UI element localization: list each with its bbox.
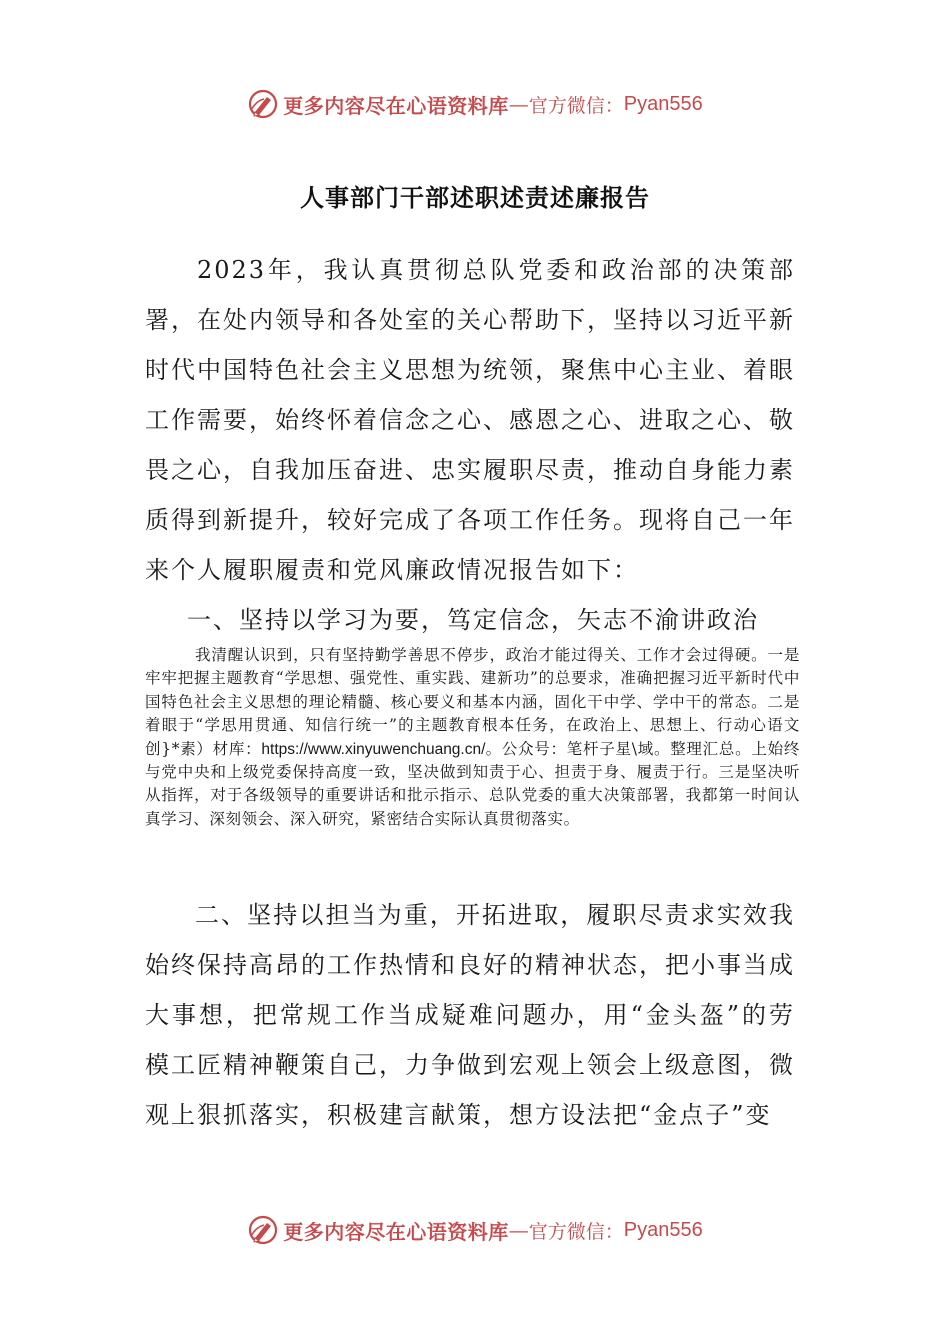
- banner-contact-id: Pyan556: [623, 92, 703, 115]
- pen-nib-logo-icon: [247, 88, 279, 120]
- document-title: 人事部门干部述职述责述廉报告: [300, 183, 650, 212]
- section-1-paragraph: [145, 644, 800, 831]
- banner-separator: —: [508, 92, 529, 116]
- footer-banner: [0, 1208, 950, 1252]
- intro-paragraph: 2023年，我认真贯彻总队党委和政治部的决策部署，在处内领导和各处室的关心帮助下，坚持以习近平新时代中国特色社会主义思想为统领，聚焦中心主业、着眼工作需要，始终怀着信念之心、感恩之心、进取之心、敬畏之心，自我加压奋进、忠实履职尽责，推动自身能力素质得到新提升，较好完成了各项工作任务。现将自己一年来个人履职履责和党风廉政情况报告如下：: [145, 256, 795, 584]
- banner-main-text: 更多内容尽在心语资料库: [283, 1219, 509, 1244]
- banner-main-text: 更多内容尽在心语资料库: [283, 93, 509, 118]
- section-1-text-part2: 。公众号：笔杆子星\域。整理汇总。上始终与党中央和上级党委保持高度一致，坚决做到知责于心、担责于身、履责于行。三是坚决听从指挥，对于各级领导的重要讲话和批示指示、总队党委的重大决策部署，我都第一时间认真学习、深刻领会、深入研究，紧密结合实际认真贯彻落实。: [145, 739, 800, 828]
- header-banner: [0, 82, 950, 126]
- banner-separator: —: [508, 1218, 529, 1242]
- section-2-paragraph: 二、坚持以担当为重，开拓进取，履职尽责求实效我始终保持高昂的工作热情和良好的精神状态，把小事当成大事想，把常规工作当成疑难问题办，用“金头盔”的劳模工匠精神鞭策自己，力争做到宏观上领会上级意图，微观上狠抓落实，积极建言献策，想方设法把“金点子”变: [145, 901, 795, 1129]
- source-url-text: https://www.xinyuwenchuang.cn/: [261, 740, 486, 758]
- section-heading-1: 一、坚持以学习为要，笃定信念，矢志不渝讲政治: [187, 606, 759, 634]
- banner-contact-label: 官方微信：: [528, 94, 624, 117]
- banner-contact-label: 官方微信：: [528, 1220, 624, 1243]
- pen-nib-logo-icon: [247, 1214, 279, 1246]
- banner-contact-id: Pyan556: [623, 1218, 703, 1241]
- section-1-text-part1: 我清醒认识到，只有坚持勤学善思不停步，政治才能过得关、工作才会过得硬。一是牢牢把握主题教育“学思想、强党性、重实践、建新功”的总要求，准确把握习近平新时代中国特色社会主义思想的理论精髓、核心要义和基本内涵，固化干中学、学中干的常态。二是着眼于“学思用贯通、知信行统一”的主题教育根本任务，在政治上、思想上、行动心语文创}*素）材库：: [145, 646, 800, 758]
